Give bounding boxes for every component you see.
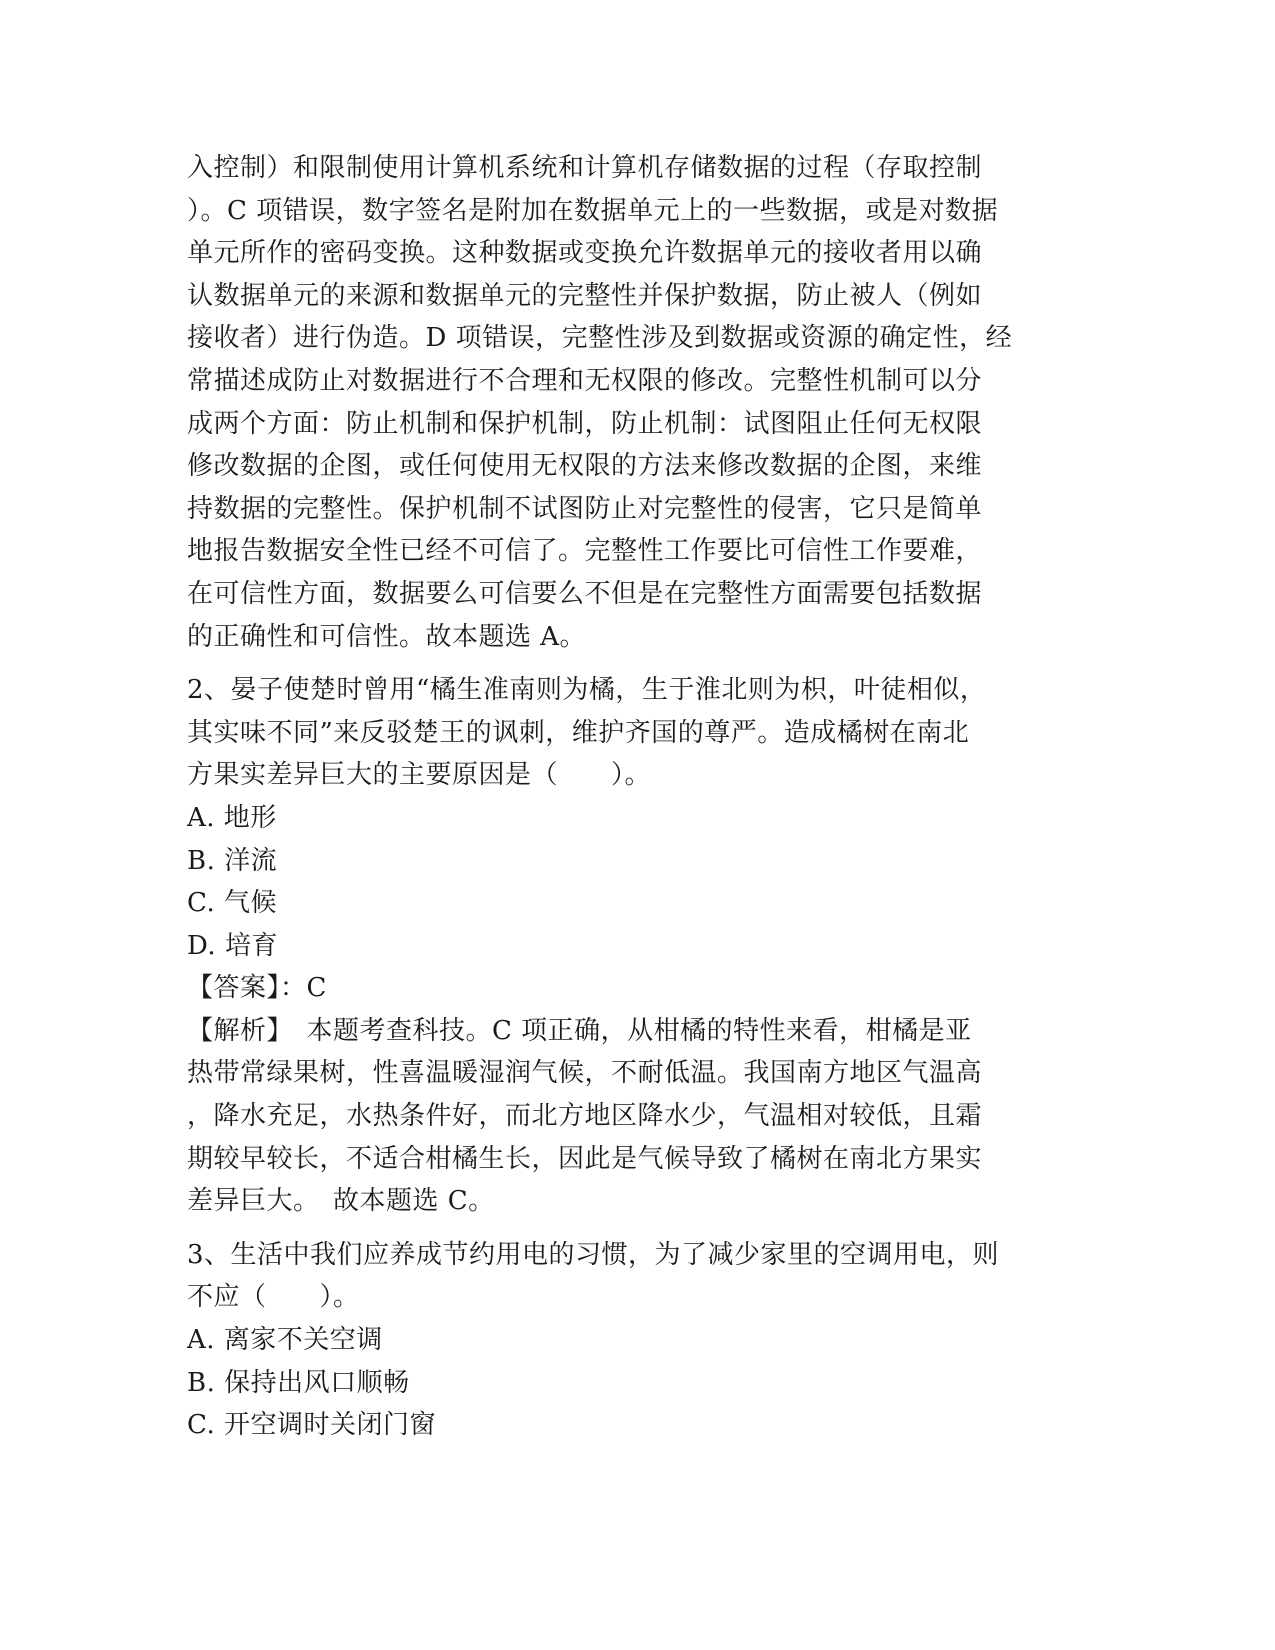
question-stem-line: 2、晏子使楚时曾用“橘生准南则为橘，生于淮北则为枳，叶徒相似，	[187, 675, 987, 706]
text-line: 地报告数据安全性已经不可信了。完整性工作要比可信性工作要难，	[187, 536, 983, 567]
answer-line: 【答案】：C	[187, 973, 327, 1004]
paragraph-gap	[187, 1223, 1087, 1234]
text-line: 成两个方面：防止机制和保护机制，防止机制：试图阻止任何无权限	[187, 408, 983, 439]
option-a: A. 离家不关空调	[187, 1325, 383, 1356]
text-line: 接收者）进行伪造。D 项错误，完整性涉及到数据或资源的确定性，经	[187, 323, 1013, 354]
explanation-paragraph	[187, 147, 1087, 658]
text-line: 在可信性方面，数据要么可信要么不但是在完整性方面需要包括数据	[187, 578, 983, 609]
analysis-line: 【解析】 本题考查科技。C 项正确，从柑橘的特性来看，柑橘是亚	[187, 1015, 972, 1046]
text-line: 修改数据的企图，或任何使用无权限的方法来修改数据的企图，来维	[187, 451, 983, 482]
document-body	[187, 147, 1087, 1447]
question-2	[187, 669, 1087, 1223]
question-3	[187, 1234, 1087, 1447]
text-line: 单元所作的密码变换。这种数据或变换允许数据单元的接收者用以确	[187, 238, 983, 269]
question-stem-line: 3、生活中我们应养成节约用电的习惯，为了减少家里的空调用电，则	[187, 1239, 1000, 1270]
option-b: B. 洋流	[187, 845, 278, 876]
text-line: 持数据的完整性。保护机制不试图防止对完整性的侵害，它只是简单	[187, 493, 983, 524]
option-c: C. 开空调时关闭门窗	[187, 1410, 436, 1441]
text-line: 常描述成防止对数据进行不合理和无权限的修改。完整性机制可以分	[187, 365, 983, 396]
option-d: D. 培育	[187, 930, 278, 961]
text-line: ）。C 项错误，数字签名是附加在数据单元上的一些数据，或是对数据	[187, 195, 999, 226]
analysis-line: 热带常绿果树，性喜温暖湿润气候，不耐低温。我国南方地区气温高	[187, 1058, 983, 1089]
analysis-line: 差异巨大。 故本题选 C。	[187, 1186, 495, 1217]
analysis-line: ，降水充足，水热条件好，而北方地区降水少，气温相对较低，且霜	[187, 1101, 983, 1132]
question-stem-line: 其实味不同”来反驳楚王的讽刺，维护齐国的尊严。造成橘树在南北	[187, 717, 970, 748]
text-line: 入控制）和限制使用计算机系统和计算机存储数据的过程（存取控制	[187, 153, 983, 183]
option-c: C. 气候	[187, 888, 277, 919]
option-a: A. 地形	[187, 802, 277, 833]
question-stem-line: 方果实差异巨大的主要原因是（ ）。	[187, 760, 652, 791]
paragraph-gap	[187, 658, 1087, 669]
text-line: 的正确性和可信性。故本题选 A。	[187, 621, 587, 652]
option-b: B. 保持出风口顺畅	[187, 1367, 410, 1398]
analysis-line: 期较早较长，不适合柑橘生长，因此是气候导致了橘树在南北方果实	[187, 1143, 983, 1174]
question-stem-line: 不应（ ）。	[187, 1282, 360, 1313]
text-line: 认数据单元的来源和数据单元的完整性并保护数据，防止被人（例如	[187, 280, 983, 311]
